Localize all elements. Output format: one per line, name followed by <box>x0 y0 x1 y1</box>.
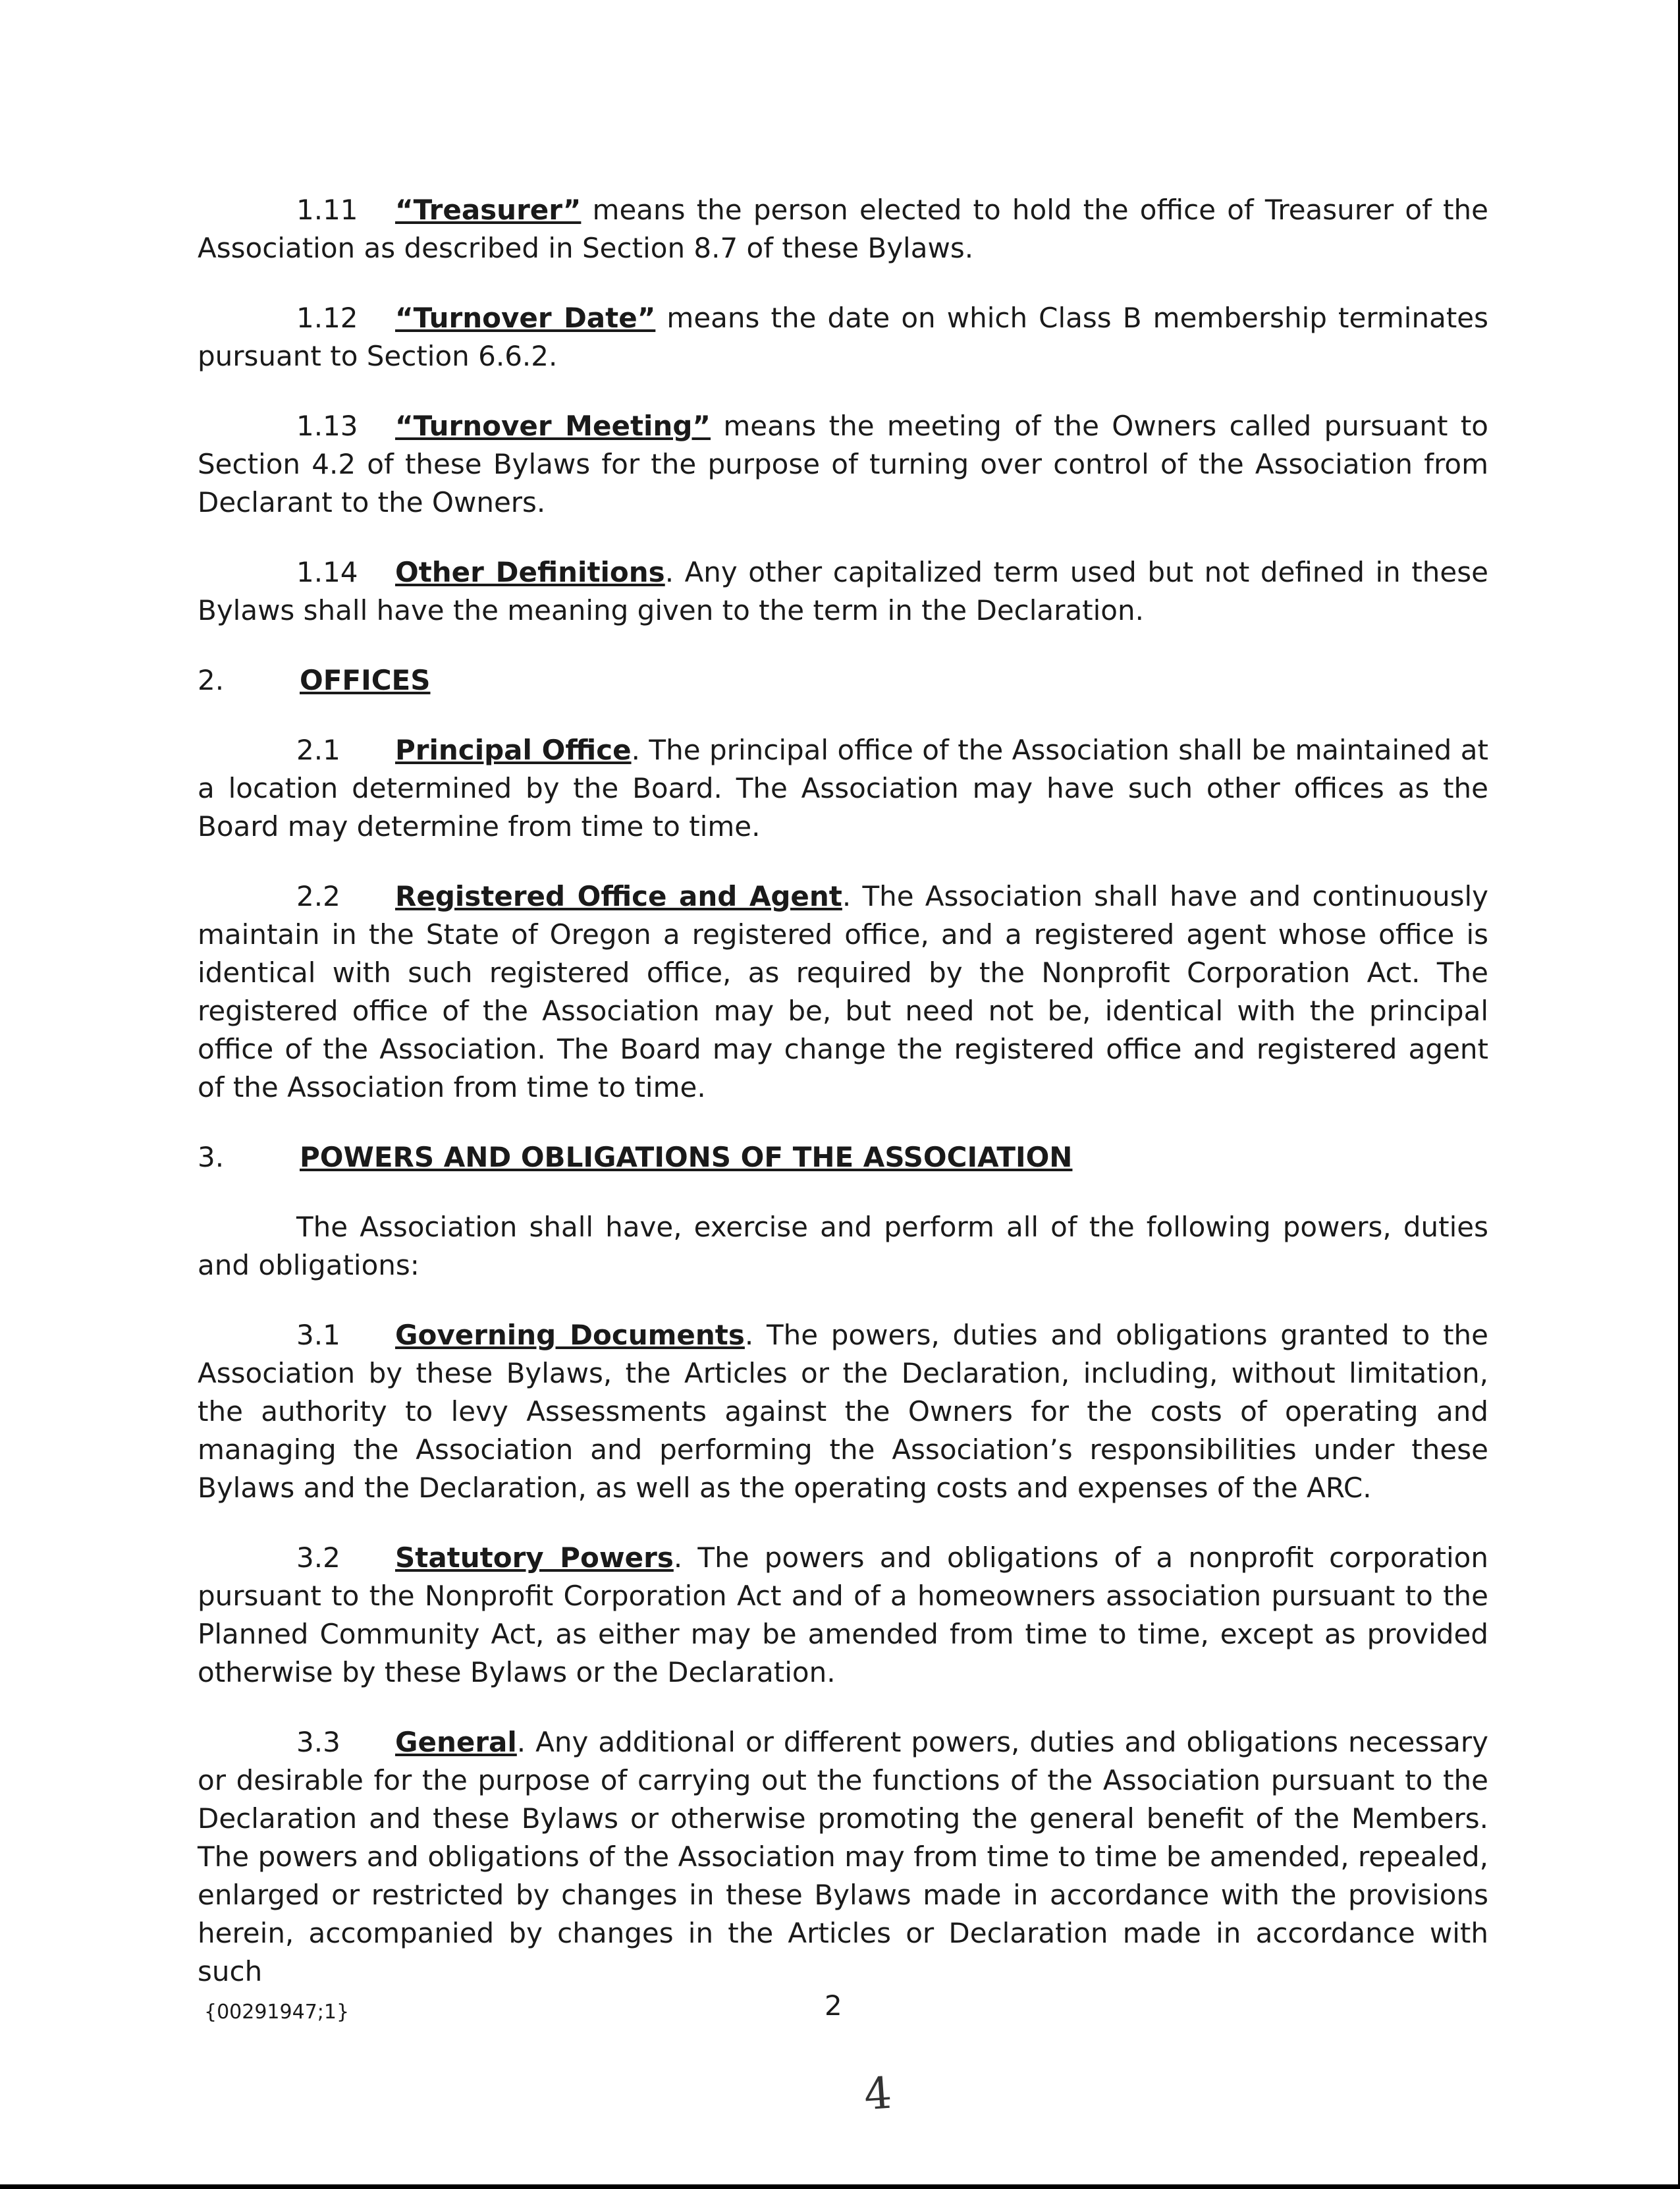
section-number: 1.13 <box>296 410 358 442</box>
section-text: . The principal office of the Association shall be maintained at a location determined by the Board. The Association may have such other offices as the Board may determine from time to time. <box>198 734 1488 843</box>
section-text: . Any additional or different powers, duties and obligations necessary or desirable for the purpose of carrying out the functions of the Association pursuant to the Declaration and these Bylaws or otherwise promoting the general benefit of the Members. The powers and obligations of the Association may from time to time be amended, repealed, enlarged or restricted by changes in these Bylaws made in accordance with the provisions herein, accompanied by changes in the Articles or Declaration made in accordance with such <box>198 1726 1488 1987</box>
section-text: . The powers and obligations of a nonprofit corporation pursuant to the Nonprofit Corporation Act and of a homeowners association pursuant to the Planned Community Act, as either may be amended from time to time, except as provided otherwise by these Bylaws or the Declaration. <box>198 1541 1488 1688</box>
section-1-14 <box>198 553 1488 630</box>
section-heading-term: Governing Documents <box>395 1319 745 1351</box>
section-heading-term: Principal Office <box>395 734 632 766</box>
section-number: 1.12 <box>296 302 358 334</box>
section-2-2 <box>198 877 1488 1107</box>
section-number: 1.11 <box>296 194 358 226</box>
section-text: . The Association shall have and continuously maintain in the State of Oregon a registered office, and a registered agent whose office is identical with such registered office, as required by the Nonprofit Corporation Act. The registered office of the Association may be, but need not be, identical with the principal office of the Association. The Board may change the registered office and registered agent of the Association from time to time. <box>198 880 1488 1103</box>
section-number: 3.2 <box>296 1541 340 1574</box>
heading-title: OFFICES <box>300 664 431 696</box>
handwritten-page-mark: 4 <box>862 2067 894 2120</box>
section-3-3 <box>198 1723 1488 1991</box>
document-code: {00291947;1} <box>204 2001 350 2024</box>
defined-term: “Turnover Date” <box>395 302 656 334</box>
heading-title: POWERS AND OBLIGATIONS OF THE ASSOCIATION <box>300 1141 1073 1173</box>
section-number: 3.1 <box>296 1319 340 1351</box>
heading-number: 3. <box>198 1141 225 1173</box>
document-body <box>198 191 1488 2022</box>
section-1-12 <box>198 299 1488 375</box>
section-text: means the meeting of the Owners called pursuant to Section 4.2 of these Bylaws for the purpose of turning over control of the Association from Declarant to the Owners. <box>198 410 1489 518</box>
heading-number: 2. <box>198 664 225 696</box>
defined-term: “Treasurer” <box>395 194 582 226</box>
section-1-13 <box>198 407 1488 522</box>
section-text: means the person elected to hold the office of Treasurer of the Association as described in Section 8.7 of these Bylaws. <box>198 194 1488 264</box>
section-number: 2.2 <box>296 880 340 912</box>
section-heading-term: Other Definitions <box>395 556 665 588</box>
defined-term: “Turnover Meeting” <box>395 410 711 442</box>
section-3-intro: The Association shall have, exercise and perform all of the following powers, duties and obligations: <box>198 1211 1488 1281</box>
section-3-2 <box>198 1539 1488 1692</box>
section-1-11 <box>198 191 1488 267</box>
section-text: . The powers, duties and obligations granted to the Association by these Bylaws, the Articles or the Declaration, including, without limitation, the authority to levy Assessments against the Owners for the costs of operating and managing the Association and performing the Association’s responsibilities under these Bylaws and the Declaration, as well as the operating costs and expenses of the ARC. <box>198 1319 1488 1504</box>
section-number: 3.3 <box>296 1726 340 1758</box>
section-heading-term: General <box>395 1726 517 1758</box>
section-text: . Any other capitalized term used but not defined in these Bylaws shall have the meaning given to the term in the Declaration. <box>198 556 1488 626</box>
section-heading-term: Registered Office and Agent <box>395 880 842 912</box>
section-number: 2.1 <box>296 734 340 766</box>
section-heading-term: Statutory Powers <box>395 1541 674 1574</box>
page-number: 2 <box>825 1989 842 2022</box>
section-text: means the date on which Class B membership terminates pursuant to Section 6.6.2. <box>198 302 1489 372</box>
heading-offices <box>198 661 1488 700</box>
section-2-1 <box>198 731 1488 846</box>
section-number: 1.14 <box>296 556 358 588</box>
heading-powers <box>198 1138 1488 1177</box>
scan-bottom-edge <box>0 2184 1680 2189</box>
section-3-1 <box>198 1316 1488 1507</box>
